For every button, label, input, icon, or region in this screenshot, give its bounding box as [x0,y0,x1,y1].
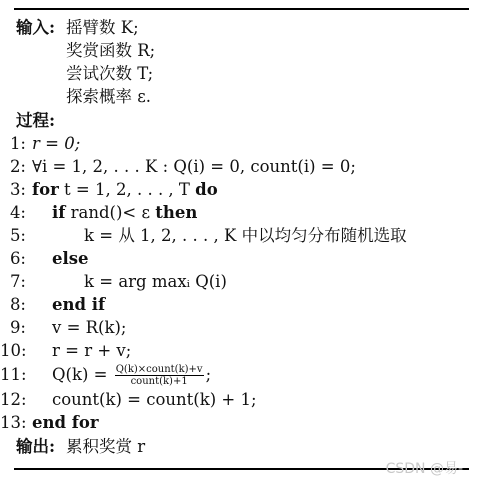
keyword-do: do [195,180,218,199]
top-rule [14,8,469,10]
algo-line-7 [0,271,227,293]
line-text: k = 从 1, 2, . . . , K 中以均匀分布随机选取 [84,226,407,245]
line-number: 10: [0,341,27,360]
algo-line-1 [0,133,80,155]
output-label: 输出: [16,437,56,456]
input-item-reward-fn: 奖赏函数 R; [66,41,156,60]
line-number: 3: [9,180,26,199]
line-text: rand()< ε [65,203,156,222]
algo-line-11 [0,362,211,388]
line-text: v = R(k); [52,318,127,337]
algo-line-12 [0,389,257,411]
line-number: 2: [9,157,26,176]
algo-line-8 [0,294,105,316]
line-number: 11: [0,365,27,384]
input-label: 输入: [16,18,56,37]
algo-line-4 [0,202,197,224]
line-text: r = r + v; [52,341,132,360]
input-item-trials: 尝试次数 T; [66,64,154,83]
line-text: count(k) = count(k) + 1; [52,390,257,409]
line-number: 9: [9,318,26,337]
line-number: 5: [9,226,26,245]
algo-line-5 [0,225,407,247]
line-number: 6: [9,249,26,268]
fraction-denominator: count(k)+1 [130,376,188,387]
line-number: 12: [0,390,27,409]
line-text: ∀i = 1, 2, . . . K : Q(i) = 0, count(i) = 0; [32,157,356,176]
input-item-arms: 摇臂数 K; [66,18,139,37]
line-text-post: ; [205,365,212,384]
watermark: CSDN @易- [385,461,463,477]
process-label: 过程: [16,111,56,130]
input-item-epsilon: 探索概率 ε. [66,87,152,106]
algo-line-9 [0,317,127,339]
line-number: 4: [9,203,26,222]
algo-line-10 [0,340,131,362]
line-number: 8: [9,295,26,314]
algo-line-3 [0,179,218,201]
line-number: 1: [9,134,26,153]
fraction-numerator: Q(k)×count(k)+v [115,364,203,375]
line-text-pre: Q(k) = [52,365,113,384]
line-number: 7: [9,272,26,291]
keyword-end-for: end for [32,413,99,432]
keyword-then: then [155,203,198,222]
algo-line-13 [0,412,99,434]
keyword-for: for [32,180,59,199]
update-fraction [115,364,204,387]
keyword-else: else [52,249,89,268]
line-text: t = 1, 2, . . . , T [58,180,196,199]
output-text: 累积奖赏 r [66,437,146,456]
algo-line-2 [0,156,356,178]
keyword-if: if [52,203,66,222]
line-number: 13: [0,413,27,432]
algo-line-6 [0,248,89,270]
line-text: r = 0; [32,134,81,153]
keyword-end-if: end if [52,295,106,314]
line-text: k = arg maxᵢ Q(i) [84,272,227,291]
